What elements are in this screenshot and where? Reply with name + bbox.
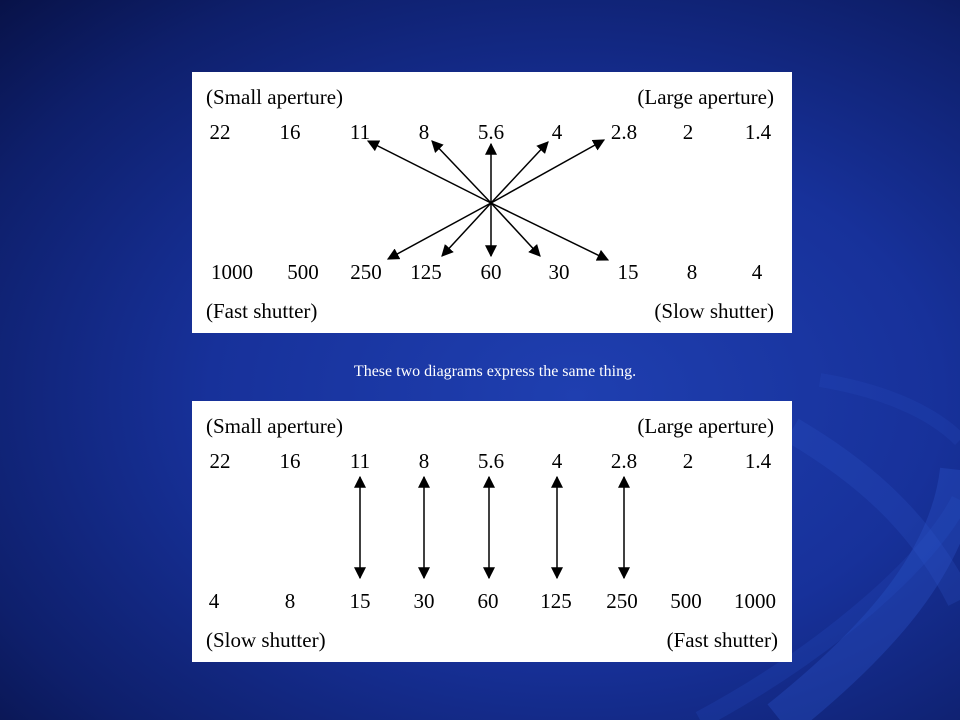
label-slow-shutter: (Slow shutter): [206, 628, 326, 652]
shutter-value: 250: [350, 260, 382, 284]
shutter-value: 4: [208, 589, 220, 613]
arrow-to-shutter-30: [491, 203, 540, 256]
label-large-aperture: (Large aperture): [637, 414, 774, 438]
aperture-value: 2.8: [610, 449, 638, 473]
slide-caption: These two diagrams express the same thing.: [353, 363, 637, 380]
aperture-value: 11: [349, 449, 371, 473]
aperture-value: 1.4: [744, 449, 772, 473]
label-small-aperture: (Small aperture): [206, 85, 344, 109]
aperture-value: 4: [551, 449, 563, 473]
diagram-vertical-arrows: [192, 401, 792, 662]
aperture-value: 11: [349, 120, 371, 144]
shutter-value: 500: [670, 589, 702, 613]
arrow-to-aperture-4: [491, 142, 548, 203]
aperture-value: 5.6: [477, 120, 505, 144]
aperture-value: 4: [551, 120, 563, 144]
shutter-value: 8: [686, 260, 698, 284]
arrow-to-aperture-2.8: [491, 140, 604, 203]
crossing-arrows: [192, 72, 792, 333]
arrow-to-shutter-125: [442, 203, 491, 256]
shutter-value: 15: [617, 260, 639, 284]
shutter-value: 60: [477, 589, 499, 613]
arrow-to-aperture-11: [368, 141, 491, 203]
aperture-value: 16: [279, 449, 301, 473]
aperture-value: 16: [279, 120, 301, 144]
shutter-value: 30: [413, 589, 435, 613]
arrow-to-shutter-250: [388, 203, 491, 259]
label-small-aperture: (Small aperture): [206, 414, 344, 438]
shutter-value: 1000: [211, 260, 253, 284]
aperture-value: 5.6: [477, 449, 505, 473]
shutter-value: 250: [606, 589, 638, 613]
shutter-value: 1000: [734, 589, 776, 613]
aperture-value: 8: [418, 449, 430, 473]
shutter-value: 125: [410, 260, 442, 284]
shutter-value: 30: [548, 260, 570, 284]
shutter-value: 60: [480, 260, 502, 284]
shutter-value: 4: [751, 260, 763, 284]
diagram-crossing-arrows: [192, 72, 792, 333]
label-fast-shutter: (Fast shutter): [666, 628, 778, 652]
arrow-to-aperture-8: [432, 141, 491, 203]
aperture-value: 2.8: [610, 120, 638, 144]
vertical-arrows: [192, 401, 792, 662]
label-slow-shutter: (Slow shutter): [654, 299, 774, 323]
aperture-value: 2: [682, 449, 694, 473]
shutter-value: 15: [349, 589, 371, 613]
aperture-value: 22: [209, 120, 231, 144]
shutter-value: 8: [284, 589, 296, 613]
aperture-value: 1.4: [744, 120, 772, 144]
shutter-value: 125: [540, 589, 572, 613]
arrow-to-shutter-15: [491, 203, 608, 260]
shutter-value: 500: [287, 260, 319, 284]
label-large-aperture: (Large aperture): [637, 85, 774, 109]
aperture-value: 22: [209, 449, 231, 473]
aperture-value: 8: [418, 120, 430, 144]
label-fast-shutter: (Fast shutter): [206, 299, 318, 323]
aperture-value: 2: [682, 120, 694, 144]
